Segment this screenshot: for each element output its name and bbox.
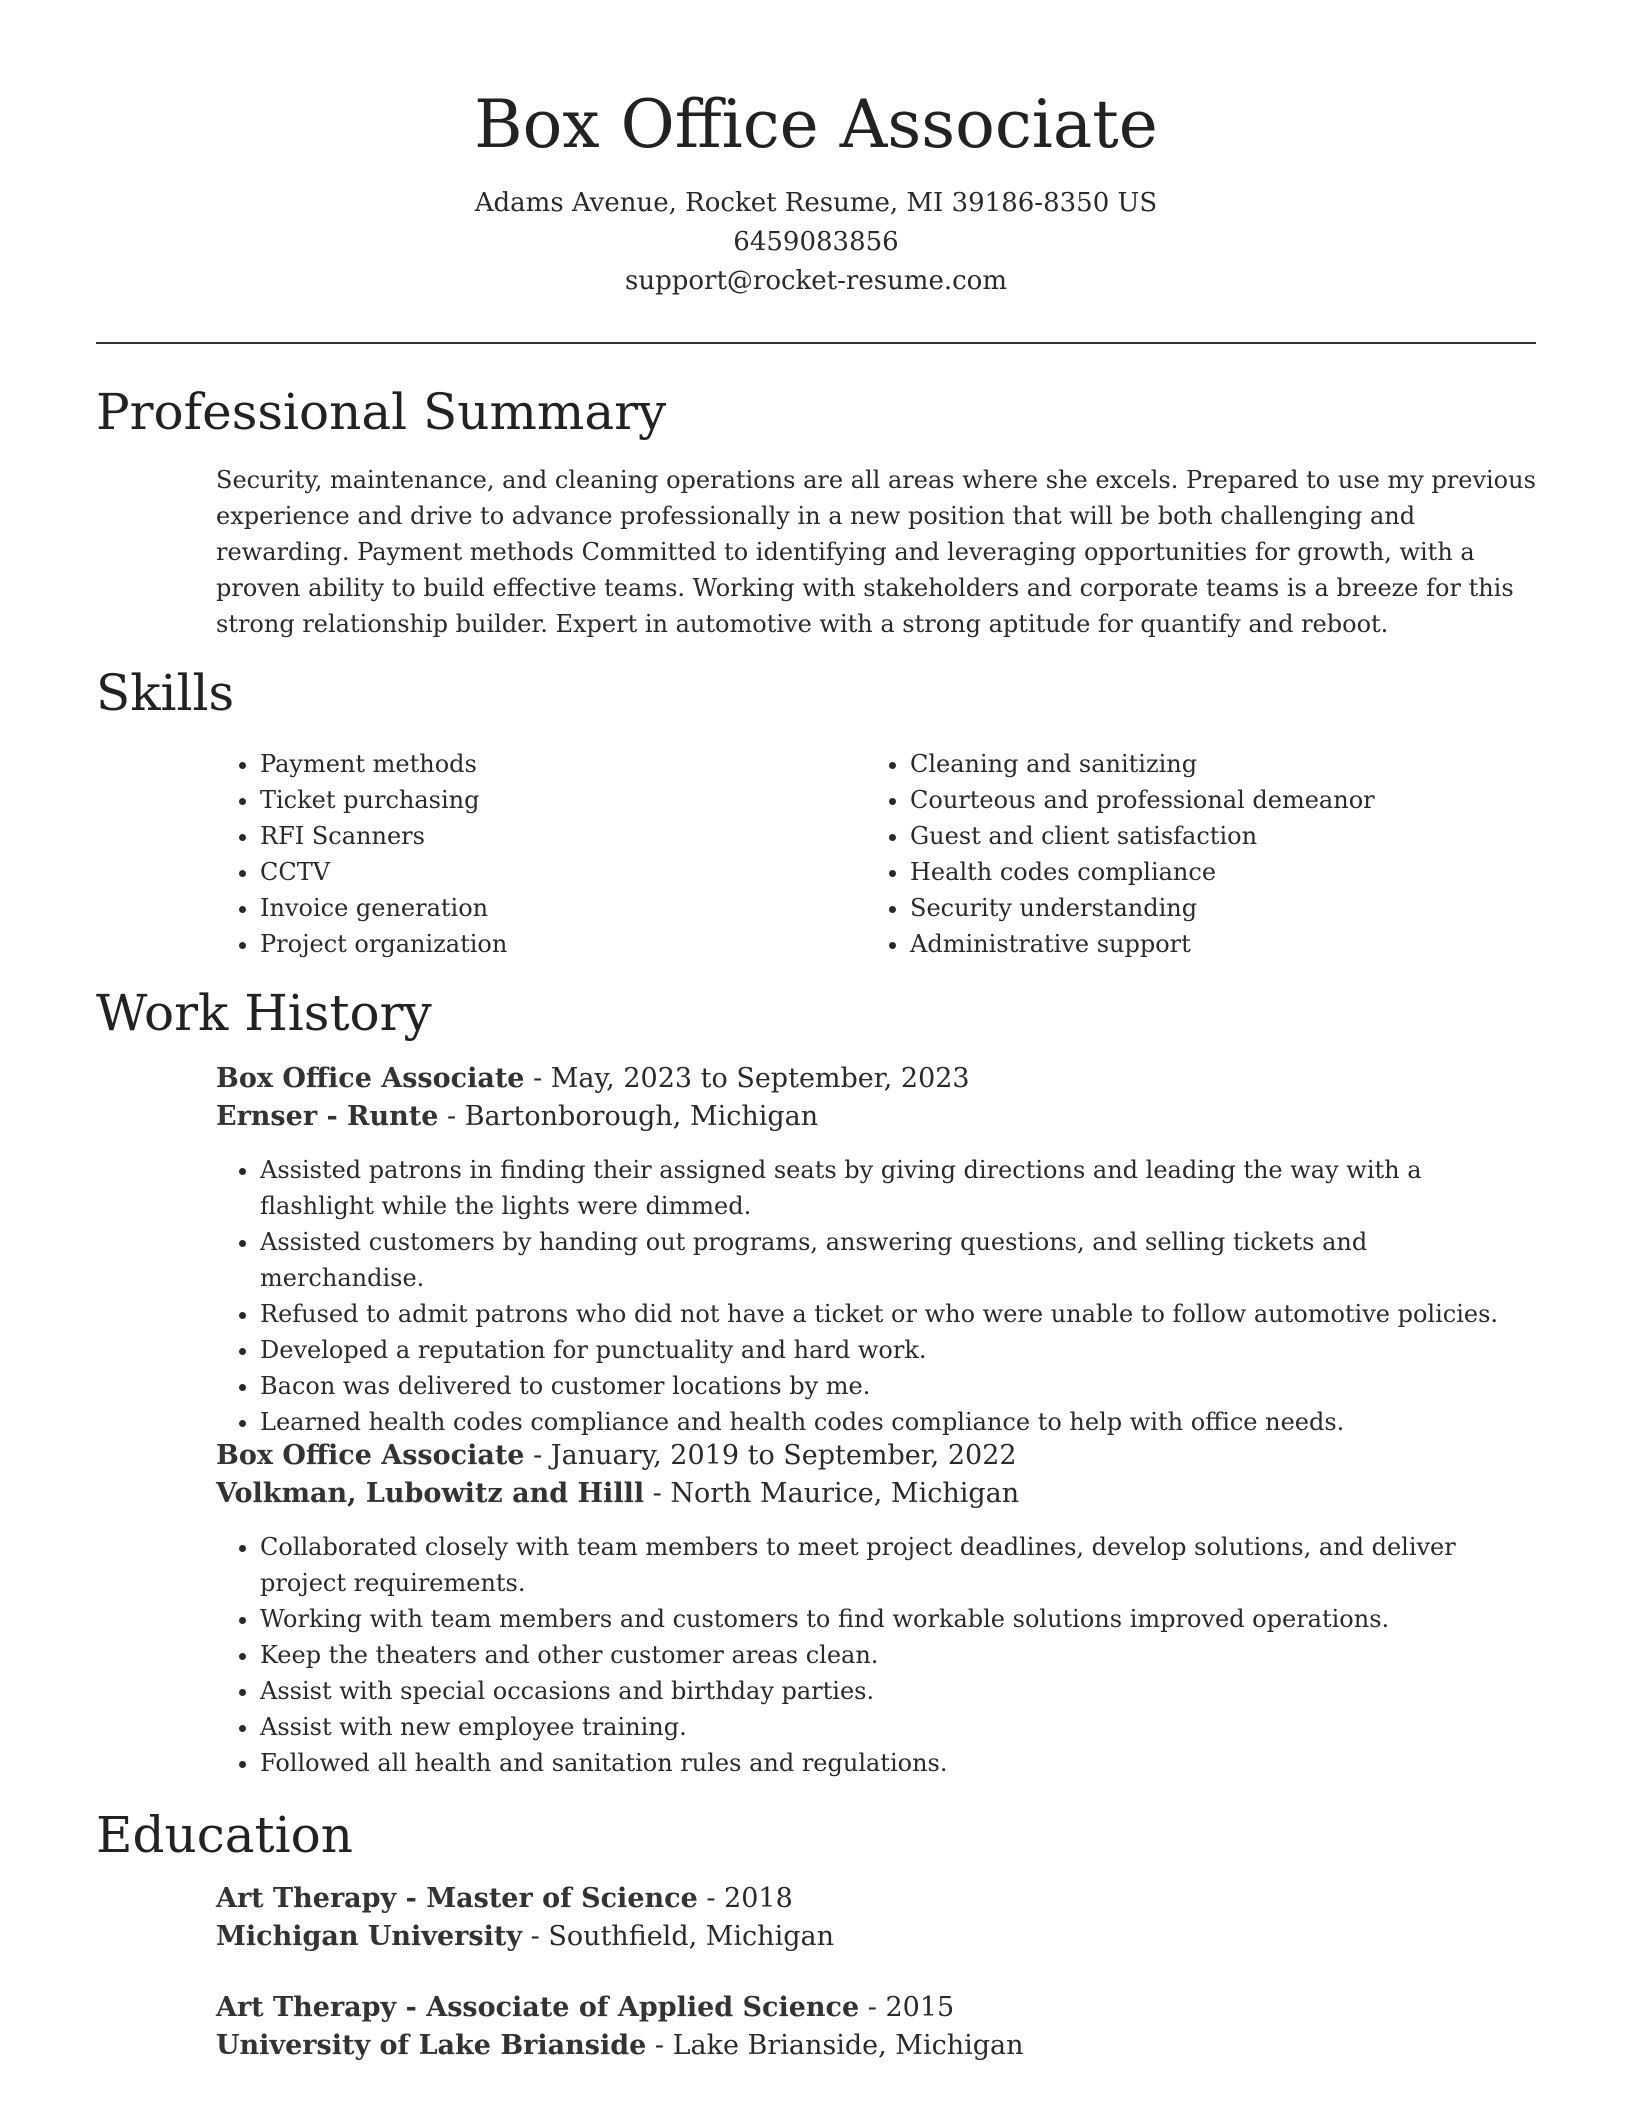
contact-address: Adams Avenue, Rocket Resume, MI 39186-8350 US [474, 188, 1158, 218]
work-history-heading: Work History [96, 984, 432, 1042]
education-school: University of Lake Brianside [216, 2030, 647, 2061]
education-degree-line [216, 1989, 1536, 2027]
job-duties [216, 1152, 1536, 1440]
job-location: - North Maurice, Michigan [644, 1478, 1020, 1509]
summary-heading: Professional Summary [96, 383, 667, 441]
job-duty: • Assist with special occasions and birthday parties. [260, 1673, 1536, 1709]
skill-item: • Health codes compliance [910, 854, 1516, 890]
skill-item: • Project organization [260, 926, 866, 962]
education-year: - 2015 [859, 1992, 955, 2023]
job-duty: • Working with team members and customers to find workable solutions improved operations. [260, 1601, 1536, 1637]
education-location: - Southfield, Michigan [522, 1921, 834, 1952]
skill-item: • Courteous and professional demeanor [910, 782, 1516, 818]
job-company-line [216, 1475, 1536, 1513]
job-duty: • Assist with new employee training. [260, 1709, 1536, 1745]
resume-header [0, 80, 1632, 301]
education-field: Art Therapy [216, 1883, 397, 1914]
education-school: Michigan University [216, 1921, 523, 1952]
skill-item: • Administrative support [910, 926, 1516, 962]
skills-heading: Skills [96, 664, 235, 722]
contact-email: support@rocket-resume.com [624, 266, 1007, 296]
summary-text: Security, maintenance, and cleaning operations are all areas where she excels. Prepared to use my previous experience and drive to advance professionally in a new position that will be both challenging and rewarding. Payment methods Committed to identifying and leveraging opportunities for growth, with a proven ability to build effective teams. Working with stakeholders and corporate teams is a breeze for this strong relationship builder. Expert in automotive with a strong aptitude for quantify and reboot. [216, 466, 1536, 638]
contact-block [0, 184, 1632, 301]
job-role: Box Office Associate [216, 1063, 525, 1094]
job-duties [216, 1529, 1536, 1781]
skill-item: • Guest and client satisfaction [910, 818, 1516, 854]
job-entry [216, 1437, 1536, 1781]
education-entry [216, 1880, 1536, 1956]
education-school-line [216, 1918, 1536, 1956]
job-duty: • Assisted patrons in finding their assigned seats by giving directions and leading the way with a flashlight while the lights were dimmed. [260, 1152, 1536, 1224]
job-duty: • Keep the theaters and other customer areas clean. [260, 1637, 1536, 1673]
job-duty: • Assisted customers by handing out programs, answering questions, and selling tickets and merchandise. [260, 1224, 1536, 1296]
education-degree-line [216, 1880, 1536, 1918]
education-field: Art Therapy [216, 1992, 397, 2023]
job-duty: • Developed a reputation for punctuality and hard work. [260, 1332, 1536, 1368]
skills-list [216, 746, 1536, 962]
job-duty: • Followed all health and sanitation rules and regulations. [260, 1745, 1536, 1781]
job-title-line [216, 1060, 1536, 1098]
job-company: Volkman, Lubowitz and Hilll [216, 1478, 645, 1509]
skill-item: • Invoice generation [260, 890, 866, 926]
education-year: - 2018 [697, 1883, 793, 1914]
candidate-name: Box Office Associate [474, 86, 1158, 163]
job-duty: • Refused to admit patrons who did not have a ticket or who were unable to follow automotive policies. [260, 1296, 1536, 1332]
job-location: - Bartonborough, Michigan [438, 1101, 819, 1132]
job-dates: - January, 2019 to September, 2022 [524, 1440, 1017, 1471]
contact-phone: 6459083856 [733, 227, 899, 257]
education-entry [216, 1989, 1536, 2065]
education-heading: Education [96, 1806, 353, 1864]
header-divider [96, 342, 1536, 344]
job-role: Box Office Associate [216, 1440, 525, 1471]
education-location: - Lake Brianside, Michigan [646, 2030, 1024, 2061]
job-duty: • Learned health codes compliance and health codes compliance to help with office needs. [260, 1404, 1536, 1440]
skills-column-left [216, 746, 866, 962]
job-company-line [216, 1098, 1536, 1136]
skill-item: • CCTV [260, 854, 866, 890]
job-dates: - May, 2023 to September, 2023 [524, 1063, 970, 1094]
job-entry [216, 1060, 1536, 1440]
skill-item: • Payment methods [260, 746, 866, 782]
job-duty: • Bacon was delivered to customer locations by me. [260, 1368, 1536, 1404]
job-title-line [216, 1437, 1536, 1475]
education-school-line [216, 2027, 1536, 2065]
skill-item: • Security understanding [910, 890, 1516, 926]
skill-item: • RFI Scanners [260, 818, 866, 854]
job-duty: • Collaborated closely with team members to meet project deadlines, develop solutions, and deliver project requirements. [260, 1529, 1536, 1601]
education-degree: - Associate of Applied Science [396, 1992, 860, 2023]
job-company: Ernser - Runte [216, 1101, 439, 1132]
skill-item: • Cleaning and sanitizing [910, 746, 1516, 782]
skill-item: • Ticket purchasing [260, 782, 866, 818]
education-degree: - Master of Science [396, 1883, 698, 1914]
skills-column-right [866, 746, 1516, 962]
